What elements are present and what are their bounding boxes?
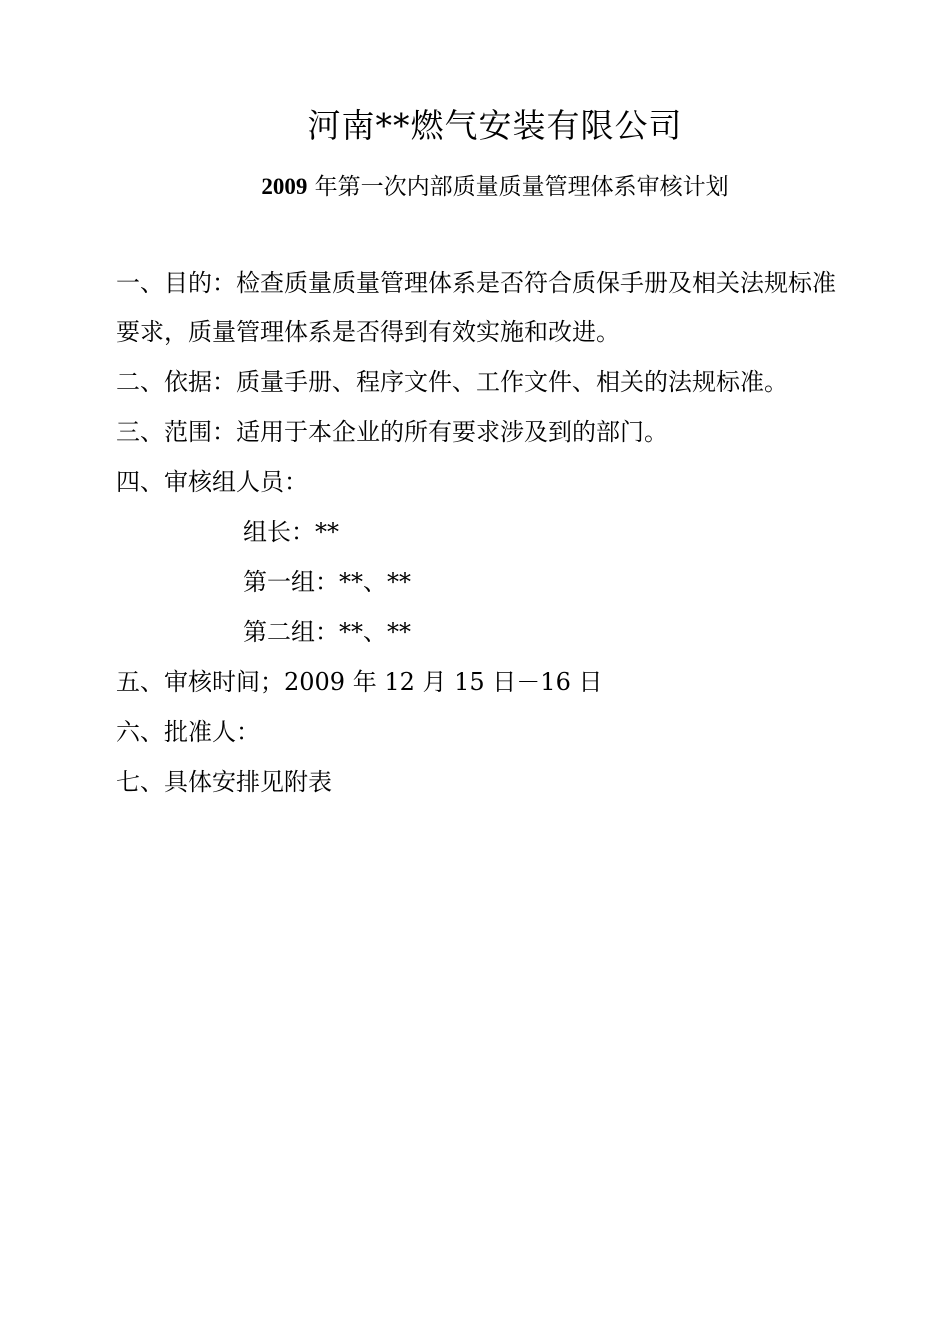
team-group-2: 第二组：**、** <box>243 618 411 646</box>
subtitle-text: 年第一次内部质量质量管理体系审核计划 <box>314 174 729 200</box>
company-title: 河南**燃气安装有限公司 <box>307 106 683 145</box>
team-heading: 四、审核组人员： <box>116 468 308 496</box>
purpose-line-1: 一、目的：检查质量质量管理体系是否符合质保手册及相关法规标准 <box>116 269 836 297</box>
audit-time-line: 五、审核时间；2009 年 12 月 15 日－16 日 <box>116 668 603 696</box>
plan-subtitle <box>0 168 950 201</box>
approver-line: 六、批准人： <box>116 718 260 746</box>
purpose-line-2: 要求，质量管理体系是否得到有效实施和改进。 <box>116 318 620 346</box>
arrangement-line: 七、具体安排见附表 <box>116 768 332 796</box>
scope-line: 三、范围：适用于本企业的所有要求涉及到的部门。 <box>116 418 668 446</box>
subtitle-year: 2009 <box>261 174 308 199</box>
basis-line: 二、依据：质量手册、程序文件、工作文件、相关的法规标准。 <box>116 368 788 396</box>
team-group-1: 第一组：**、** <box>243 568 411 596</box>
team-leader: 组长：** <box>243 518 339 546</box>
